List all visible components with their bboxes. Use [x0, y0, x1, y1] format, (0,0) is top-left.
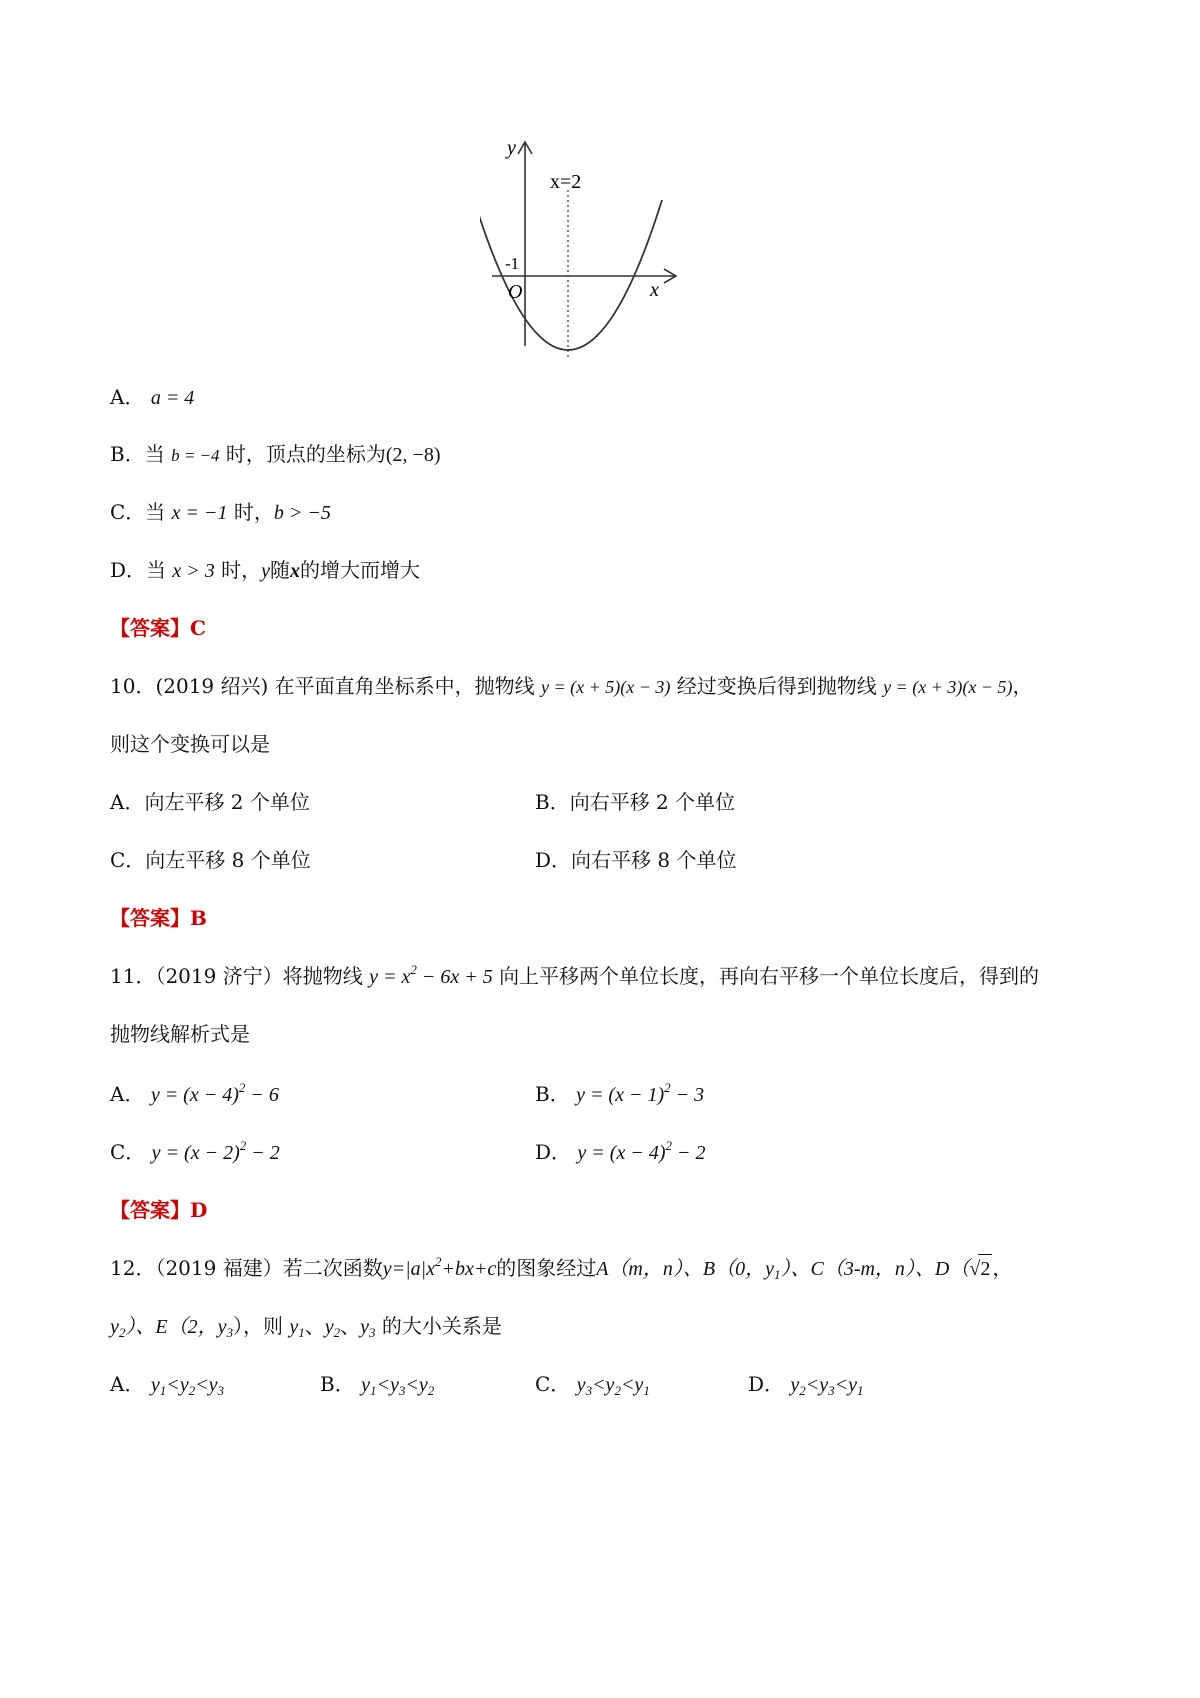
q11-answer: 【答案】D	[110, 1198, 208, 1222]
math-part: +bx+c	[441, 1258, 497, 1280]
exponent: 2	[410, 962, 417, 977]
math-part: ）、E（2，y	[125, 1316, 227, 1338]
math-part: y	[790, 1374, 800, 1396]
sqrt-expression: √2	[969, 1258, 992, 1280]
x-axis-label: x	[650, 279, 659, 301]
origin-label: O	[508, 281, 523, 303]
q9-option-b	[110, 440, 440, 470]
math-part: <y	[166, 1374, 189, 1396]
q9-option-d	[110, 556, 420, 585]
subscript: 1	[773, 1267, 781, 1282]
stem-text: ），则	[232, 1314, 290, 1338]
parabola-curve	[480, 200, 662, 350]
math-part: <y	[805, 1374, 829, 1396]
subscript: 3	[226, 1325, 233, 1340]
q11-stem-line2: 抛物线解析式是	[110, 1022, 250, 1046]
math-part: y	[360, 1316, 370, 1338]
subscript: 1	[159, 1383, 167, 1398]
subscript: 2	[118, 1325, 126, 1340]
q11-option-d	[535, 1138, 705, 1167]
option-text: 时，顶点的坐标为	[225, 442, 386, 466]
math-part: y	[289, 1316, 299, 1338]
subscript: 2	[427, 1383, 435, 1398]
q11-option-a	[110, 1080, 279, 1109]
stem-text: 12．（2019 福建）若二次函数	[110, 1256, 383, 1280]
option-label: B．当	[110, 442, 165, 466]
q10-stem-line2: 则这个变换可以是	[110, 732, 270, 756]
math-part: y	[576, 1374, 586, 1396]
exponent: 2	[664, 1080, 671, 1095]
option-label: C．当	[110, 500, 166, 524]
math-variable: y	[261, 560, 271, 582]
subscript: 1	[369, 1383, 377, 1398]
q10-option-a: A．向左平移 2 个单位	[110, 790, 310, 814]
stem-text: 向上平移两个单位长度，再向右平移一个单位长度后，得到的	[499, 964, 1040, 988]
math-part: <y	[620, 1374, 644, 1396]
option-text: 随	[270, 558, 291, 582]
q10-option-c: C．向左平移 8 个单位	[110, 848, 311, 872]
math-part: y = x	[369, 966, 411, 988]
option-text: 时，	[221, 558, 262, 582]
stem-text: ，	[1012, 674, 1033, 698]
option-text: 时，	[233, 500, 274, 524]
math-variable: x	[290, 560, 301, 582]
q12-stem-line1	[110, 1254, 1012, 1283]
stem-text: 10．(2019 绍兴) 在平面直角坐标系中，抛物线	[110, 674, 535, 698]
option-label: A．	[110, 1082, 145, 1106]
math-expression: a = 4	[150, 387, 195, 409]
subscript: 2	[188, 1383, 196, 1398]
subscript: 1	[857, 1383, 864, 1398]
subscript: 3	[369, 1325, 376, 1340]
math-expression: x > 3	[172, 560, 215, 582]
math-expression: x = −1	[171, 502, 228, 524]
subscript: 3	[828, 1383, 835, 1398]
math-part: <y	[405, 1374, 428, 1396]
subscript: 1	[298, 1325, 305, 1340]
exponent: 2	[434, 1254, 442, 1269]
tick-label-neg1: -1	[505, 254, 520, 273]
q9-answer: 【答案】C	[110, 616, 206, 640]
option-label: B．	[320, 1372, 355, 1396]
subscript: 2	[799, 1383, 806, 1398]
math-part: y = (x − 2)	[151, 1142, 240, 1164]
stem-text: 11．（2019 济宁）将抛物线	[110, 964, 363, 988]
math-part: − 2	[671, 1142, 706, 1164]
math-part: y = (x − 4)	[577, 1142, 666, 1164]
math-part: − 6	[245, 1084, 279, 1106]
y-axis-label: y	[507, 138, 516, 159]
subscript: 3	[398, 1383, 406, 1398]
q11-stem-line1	[110, 962, 1039, 991]
math-part: − 2	[246, 1142, 280, 1164]
math-part: y	[324, 1316, 334, 1338]
math-expression: (2, −8)	[385, 444, 441, 466]
sqrt-radicand: 2	[978, 1254, 992, 1283]
q9-option-c	[110, 498, 331, 527]
subscript: 1	[643, 1383, 650, 1398]
q10-option-b: B．向右平移 2 个单位	[535, 790, 736, 814]
q12-option-a	[110, 1370, 224, 1399]
math-expression	[369, 962, 493, 988]
math-expression: b = −4	[171, 446, 220, 465]
option-text: 的增大而增大	[300, 558, 421, 582]
stem-text: 的大小关系是	[375, 1314, 502, 1338]
q9-option-a	[110, 383, 194, 412]
subscript: 3	[217, 1383, 224, 1398]
option-label: A．	[110, 385, 145, 409]
symmetry-line-label: x=2	[550, 171, 582, 193]
math-part: <y	[834, 1374, 858, 1396]
q10-answer: 【答案】B	[110, 906, 207, 930]
option-label: C．	[535, 1372, 571, 1396]
stem-text: 、	[304, 1314, 325, 1338]
math-part: y	[361, 1374, 370, 1396]
option-label: D．	[748, 1372, 785, 1396]
option-label: D．	[535, 1140, 572, 1164]
q12-option-c	[535, 1370, 650, 1399]
subscript: 3	[585, 1383, 593, 1398]
stem-text: 的图象经过	[496, 1256, 597, 1280]
math-expression	[382, 1254, 497, 1280]
q12-stem-line2	[110, 1312, 502, 1341]
math-part: y=|a|x	[382, 1258, 435, 1280]
math-expression: b > −5	[273, 502, 331, 524]
math-expression: y = (x + 5)(x − 3)	[541, 677, 671, 697]
q12-option-d	[748, 1370, 864, 1399]
math-part: <y	[195, 1374, 218, 1396]
math-part: <y	[376, 1374, 399, 1396]
stem-text: 经过变换后得到抛物线	[676, 674, 877, 698]
parabola-figure	[480, 138, 720, 388]
exponent: 2	[239, 1138, 247, 1153]
math-part: ）、C（3-m，n）、D（	[780, 1258, 970, 1280]
q11-option-c	[110, 1138, 280, 1167]
q11-option-b	[535, 1080, 704, 1109]
math-part: <y	[592, 1374, 615, 1396]
option-label: A．	[110, 1372, 145, 1396]
subscript: 2	[614, 1383, 621, 1398]
math-part: y	[110, 1316, 119, 1338]
math-expression: y = (x + 3)(x − 5)	[883, 677, 1013, 697]
option-label: C．	[110, 1140, 146, 1164]
math-part: − 6x + 5	[416, 966, 493, 988]
math-part: y = (x − 1)	[576, 1084, 665, 1106]
stem-text: 、	[340, 1314, 361, 1338]
q10-stem-line1	[110, 672, 1033, 701]
math-part: − 3	[670, 1084, 705, 1106]
q12-option-b	[320, 1370, 434, 1399]
math-part: y = (x − 4)	[150, 1084, 239, 1106]
exponent: 2	[238, 1080, 246, 1095]
stem-text: ，	[992, 1256, 1013, 1280]
subscript: 2	[333, 1325, 341, 1340]
math-part: y	[150, 1374, 160, 1396]
exponent: 2	[665, 1138, 672, 1153]
q10-option-d: D．向右平移 8 个单位	[535, 848, 737, 872]
option-label: B．	[535, 1082, 570, 1106]
option-label: D．当	[110, 558, 167, 582]
math-part: A（m，n）、B（0，y	[596, 1258, 774, 1280]
